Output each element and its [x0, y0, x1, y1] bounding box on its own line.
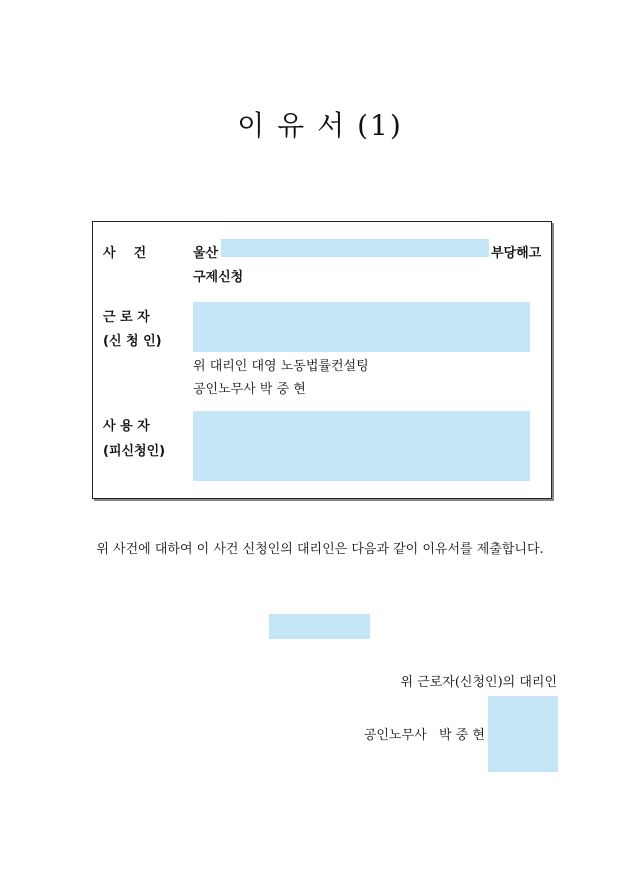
statement-text: 위 사건에 대하여 이 사건 신청인의 대리인은 다음과 같이 이유서를 제출합니다.: [96, 542, 544, 557]
case-prefix: 울산: [193, 246, 219, 261]
signature-line1: 위 근로자(신청인)의 대리인: [400, 675, 557, 690]
document-title: 이 유 서 (1): [237, 109, 403, 142]
case-suffix: 부당해고: [491, 246, 542, 261]
case-number-redaction: [221, 239, 489, 257]
employer-label: 사 용 자: [103, 419, 150, 434]
worker-info-redaction: [193, 302, 530, 352]
worker-sublabel: (신 청 인): [103, 334, 162, 349]
worker-label: 근 로 자: [103, 310, 150, 325]
case-info-box: [92, 221, 552, 499]
date-redaction: [269, 614, 370, 639]
signature-name: 공인노무사 박 중 현: [363, 728, 485, 743]
case-type: 구제신청: [193, 270, 244, 285]
agent-firm: 위 대리인 대영 노동법률컨설팅: [193, 359, 369, 374]
case-label: 사 건: [103, 246, 147, 261]
employer-sublabel: (피신청인): [103, 444, 166, 459]
agent-name: 공인노무사 박 중 현: [193, 382, 306, 397]
seal-redaction: [488, 696, 558, 772]
employer-info-redaction: [193, 411, 530, 481]
